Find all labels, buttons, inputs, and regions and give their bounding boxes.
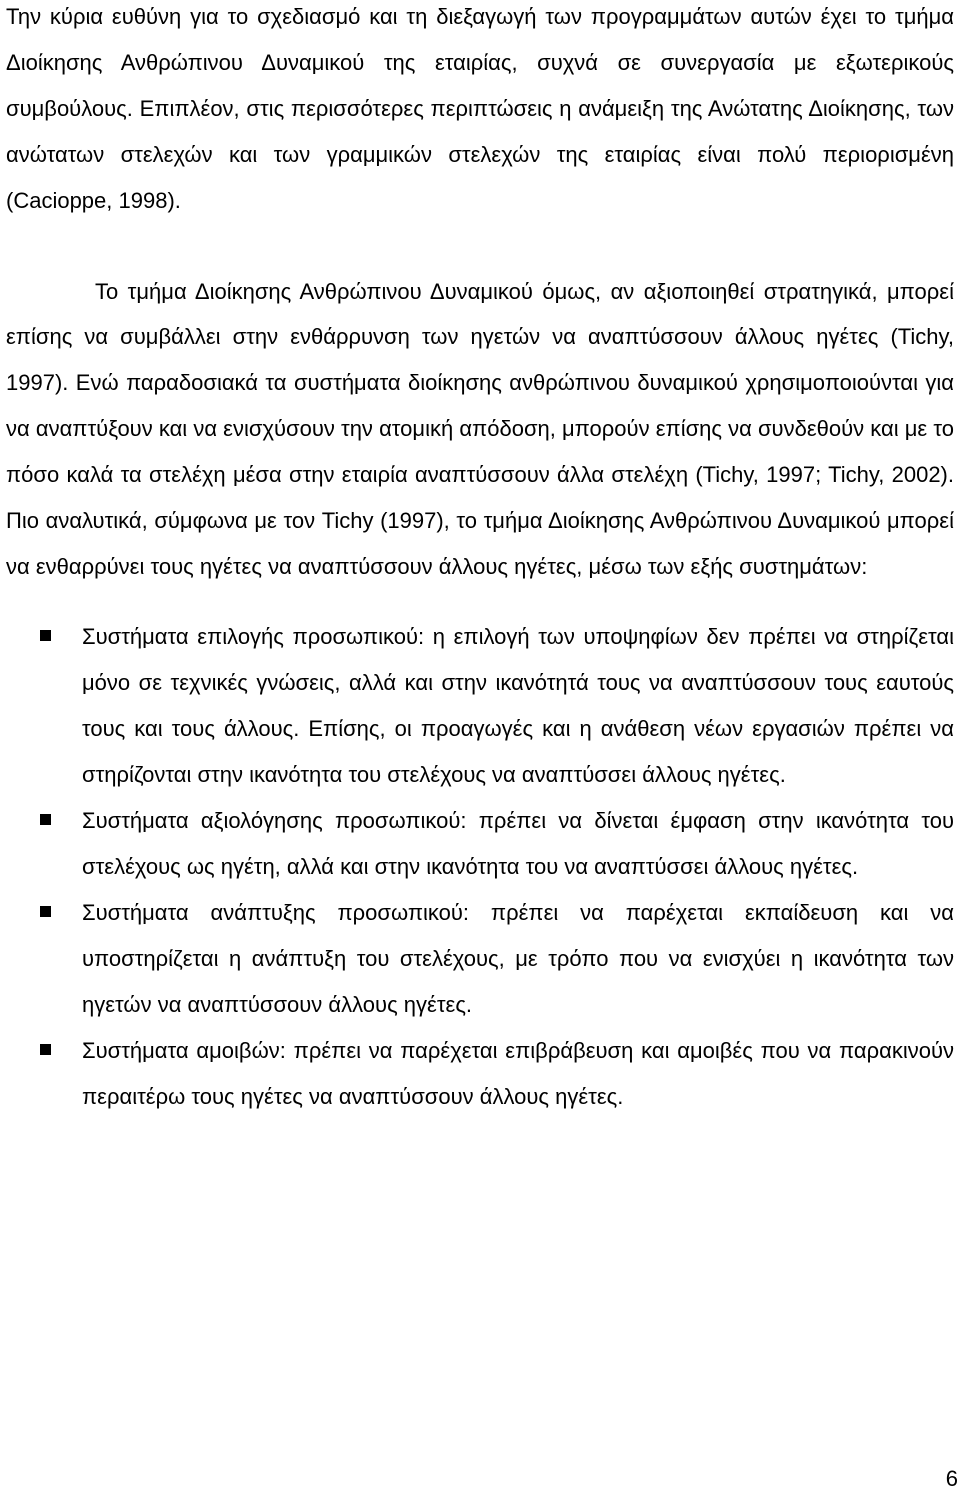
document-page — [6, 0, 954, 1120]
list-item-text: Συστήματα αμοιβών: πρέπει να παρέχεται επιβράβευση και αμοιβές που να παρακινούν περαιτέρω τους ηγέτες να αναπτύσσουν άλλους ηγέτες. — [82, 1037, 954, 1109]
square-bullet-icon — [40, 906, 51, 917]
hr-systems-list — [6, 614, 954, 1120]
paragraph-intro: Την κύρια ευθύνη για το σχεδιασμό και τη διεξαγωγή των προγραμμάτων αυτών έχει το τμήμα Διοίκησης Ανθρώπινου Δυναμικού της εταιρίας, συχνά σε συνεργασία με εξωτερικούς συμβούλους. Επιπλέον, στις περισσότερες περιπτώσεις η ανάμειξη της Ανώτατης Διοίκησης, των ανώτατων στελεχών και των γραμμικών στελεχών της εταιρίας είναι πολύ περιορισμένη (Cacioppe, 1998). — [6, 4, 954, 213]
list-item-evaluation — [6, 798, 954, 890]
list-item-text: Συστήματα αξιολόγησης προσωπικού: πρέπει να δίνεται έμφαση στην ικανότητα του στελέχους ως ηγέτη, αλλά και στην ικανότητα του να αναπτύσσει άλλους ηγέτες. — [82, 807, 954, 879]
square-bullet-icon — [40, 630, 51, 641]
list-item-text: Συστήματα ανάπτυξης προσωπικού: πρέπει να παρέχεται εκπαίδευση και να υποστηρίζεται η ανάπτυξη του στελέχους, με τρόπο που να ενισχύει η ικανότητα των ηγετών να αναπτύσσουν άλλους ηγέτες. — [82, 899, 954, 1017]
paragraph-hr-role: Το τμήμα Διοίκησης Ανθρώπινου Δυναμικού όμως, αν αξιοποιηθεί στρατηγικά, μπορεί επίσης να συμβάλλει στην ενθάρρυνση των ηγετών να αναπτύσσουν άλλους ηγέτες (Tichy, 1997). Ενώ παραδοσιακά τα συστήματα διοίκησης ανθρώπινου δυναμικού χρησιμοποιούνται για να αναπτύξουν και να ενισχύσουν την ατομική απόδοση, μπορούν επίσης να συνδεθούν και με το πόσο καλά τα στελέχη μέσα στην εταιρία αναπτύσσουν άλλα στελέχη (Tichy, 1997; Tichy, 2002). Πιο αναλυτικά, σύμφωνα με τον Tichy (1997), το τμήμα Διοίκησης Ανθρώπινου Δυναμικού μπορεί να ενθαρρύνει τους ηγέτες να αναπτύσσουν άλλους ηγέτες, μέσω των εξής συστημάτων: — [6, 278, 954, 579]
list-item-text: Συστήματα επιλογής προσωπικού: η επιλογή των υποψηφίων δεν πρέπει να στηρίζεται μόνο σε τεχνικές γνώσεις, αλλά και στην ικανότητά τους να αναπτύσσουν τους εαυτούς τους και τους άλλους. Επίσης, οι προαγωγές και η ανάθεση νέων εργασιών πρέπει να στηρίζονται στην ικανότητα του στελέχους να αναπτύσσει άλλους ηγέτες. — [82, 623, 954, 787]
square-bullet-icon — [40, 814, 51, 825]
list-item-development — [6, 890, 954, 1028]
list-item-selection — [6, 614, 954, 798]
list-item-rewards — [6, 1028, 954, 1120]
square-bullet-icon — [40, 1044, 51, 1055]
page-number: 6 — [945, 1466, 958, 1491]
